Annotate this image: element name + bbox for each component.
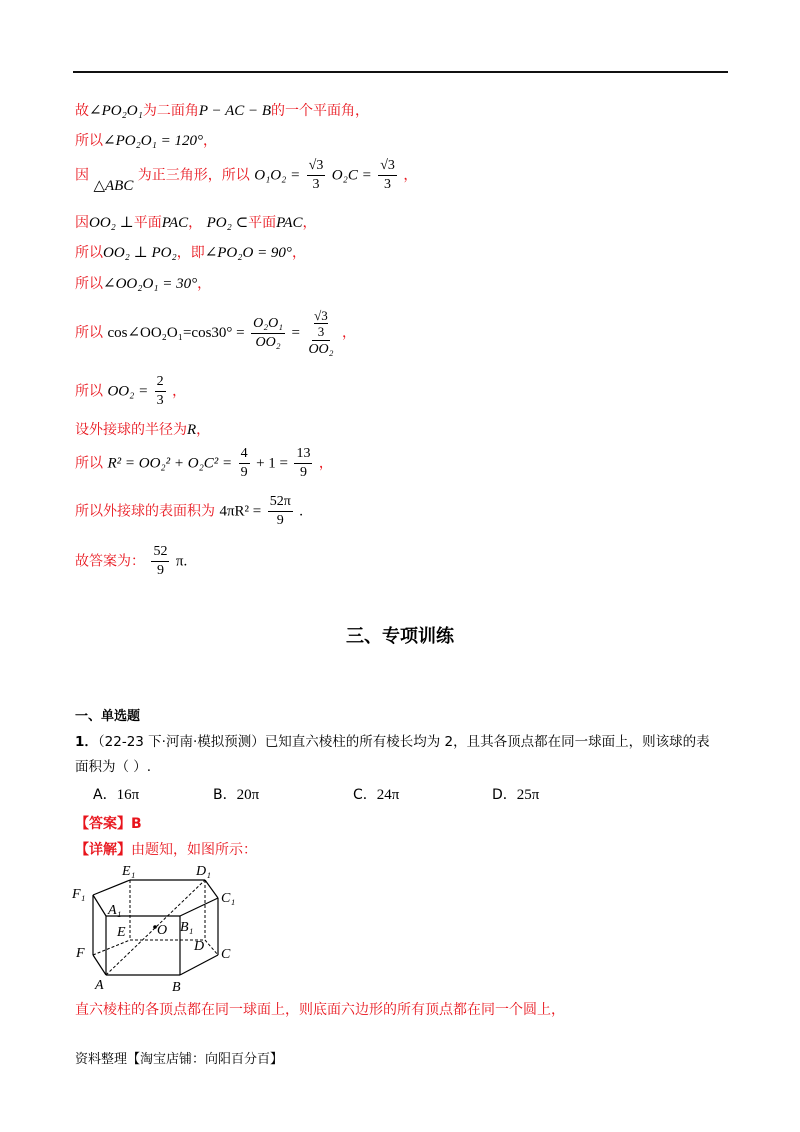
detail-tag: 【详解】	[75, 842, 131, 858]
denominator: 3	[384, 177, 392, 192]
text: 平面	[133, 215, 162, 231]
denominator: 9	[299, 465, 307, 480]
numerator	[312, 308, 330, 341]
fraction	[268, 494, 293, 529]
numerator: 52	[151, 544, 169, 562]
text: ，	[318, 455, 333, 472]
solution-line-7	[75, 308, 356, 358]
text: ，	[197, 276, 212, 292]
text: ，	[291, 245, 306, 261]
answer-line	[75, 815, 142, 833]
fraction	[378, 158, 397, 193]
detail-continuation: 直六棱柱的各顶点都在同一球面上，则底面六边形的所有顶点都在同一个圆上，	[75, 1002, 565, 1018]
label-a: A	[95, 978, 104, 993]
text: ，	[403, 167, 418, 184]
question-number: 1．	[75, 734, 98, 750]
text: ，	[302, 215, 317, 231]
solution-line-4	[75, 214, 317, 232]
text: 设外接球的半径为	[75, 422, 187, 438]
solution-line-6	[75, 275, 211, 293]
solution-line-3	[75, 158, 417, 193]
option-label: B．	[213, 787, 237, 803]
label-c: C	[221, 947, 231, 962]
text: ，	[196, 422, 211, 438]
hexagonal-prism-figure	[70, 860, 250, 995]
text: ，	[202, 133, 217, 149]
text: ，	[341, 325, 356, 341]
text: 所以	[75, 276, 103, 292]
footer-source: 资料整理【淘宝店铺：向阳百分百】	[75, 1052, 284, 1067]
label-e1: E₁	[122, 864, 136, 879]
edge-c1b1	[180, 898, 218, 916]
fraction	[239, 446, 250, 481]
inner-denominator: 3	[317, 324, 325, 339]
text: 故答案为：	[75, 553, 145, 570]
detail-line	[75, 841, 257, 859]
solution-line-2	[75, 132, 217, 150]
label-a1: A₁	[108, 903, 122, 918]
edge-fa	[93, 955, 106, 975]
solution-line-8	[75, 374, 186, 409]
label-o: O	[157, 923, 168, 938]
text: .	[299, 503, 303, 520]
text: π.	[175, 553, 188, 570]
label-b1: B₁	[180, 920, 194, 935]
answer-tag: 【答案】	[75, 816, 131, 832]
text: 因	[75, 215, 89, 231]
math: PO₂ ⊂	[206, 215, 249, 231]
edge-d1c1	[205, 880, 218, 898]
solution-line-9	[75, 421, 210, 439]
hidden-edge-fe	[93, 940, 130, 955]
math: O₁O₂ =	[254, 167, 301, 184]
option-label: C．	[353, 787, 377, 803]
fraction	[307, 158, 326, 193]
numerator: O₂O₁	[251, 316, 285, 334]
numerator: √3	[378, 158, 397, 176]
text: 所以	[75, 133, 103, 149]
label-d: D	[194, 939, 205, 954]
edge-f1e1	[93, 880, 130, 895]
question-line-2: 面积为（ ）.	[75, 759, 152, 775]
text: 所以	[75, 325, 103, 341]
option-value: 16π	[116, 787, 140, 803]
label-b: B	[172, 980, 181, 995]
detail-text: 由题知，如图所示：	[131, 842, 257, 858]
label-f: F	[76, 946, 85, 961]
text: 所以	[75, 383, 103, 400]
math: R² = OO₂² + O₂C² =	[107, 455, 233, 472]
denominator: 9	[276, 513, 284, 528]
edge-bc	[180, 955, 218, 975]
math: P − AC − B	[198, 103, 272, 119]
fraction	[151, 544, 169, 579]
numerator: 2	[155, 374, 166, 392]
numerator: 13	[294, 446, 312, 464]
hidden-edge-dc	[205, 940, 218, 955]
solution-line-10	[75, 446, 333, 481]
text: ，	[172, 383, 187, 400]
label-f1: F₁	[72, 887, 86, 902]
text: 故	[75, 103, 89, 119]
text: 因	[75, 167, 89, 184]
text: ，	[188, 215, 203, 231]
denominator: 3	[312, 177, 320, 192]
math: ∠PO₂O₁	[89, 103, 143, 119]
option-a[interactable]	[93, 786, 139, 804]
math: =	[291, 325, 300, 341]
option-c[interactable]	[353, 786, 399, 804]
math: OO₂ ⊥	[89, 215, 134, 231]
subsection-title: 一、单选题	[75, 709, 141, 724]
header-rule	[73, 71, 728, 73]
edge-a1f1	[93, 895, 106, 916]
compound-fraction	[306, 308, 335, 358]
text: 平面	[248, 215, 277, 231]
text: ，即	[176, 245, 205, 261]
inner-numerator: √3	[314, 308, 328, 323]
math: 4πR² =	[219, 503, 262, 520]
text: 为二面角	[142, 103, 199, 119]
option-label: D．	[492, 787, 517, 803]
option-value: 20π	[236, 787, 260, 803]
denominator: 9	[156, 563, 164, 578]
option-b[interactable]	[213, 786, 259, 804]
denominator: OO₂	[308, 342, 334, 357]
solution-line-5	[75, 244, 306, 262]
question-text: （22-23 下·河南·模拟预测）已知直六棱柱的所有棱长均为 2，且其各顶点都在同一球面上，则该球的表	[97, 734, 710, 750]
math: PAC	[161, 215, 189, 231]
fraction	[155, 374, 166, 409]
option-d[interactable]	[492, 786, 539, 804]
math: △ABC	[93, 177, 134, 194]
text: 为正三角形，所以	[137, 167, 250, 184]
numerator: √3	[307, 158, 326, 176]
label-d1: D₁	[196, 864, 211, 879]
text: 所以外接球的表面积为	[75, 503, 215, 520]
text: 的一个平面角，	[271, 103, 370, 119]
math: ∠PO₂O = 90°	[204, 245, 292, 261]
math: ∠OO₂O₁ = 30°	[103, 276, 198, 292]
math: ∠PO₂O₁ = 120°	[103, 133, 203, 149]
math: O₂C =	[331, 167, 372, 184]
math: OO₂ =	[107, 383, 149, 400]
question-line-1	[75, 733, 710, 751]
text: 所以	[75, 455, 103, 472]
section-title: 三、专项训练	[346, 626, 454, 647]
fraction	[294, 446, 312, 481]
label-c1: C₁	[221, 891, 236, 906]
solution-line-1	[75, 102, 369, 120]
option-label: A．	[93, 787, 117, 803]
option-value: 25π	[516, 787, 540, 803]
math: PAC	[276, 215, 303, 231]
denominator: 3	[156, 393, 164, 408]
numerator: 4	[239, 446, 250, 464]
solution-line-11	[75, 494, 303, 529]
label-e: E	[117, 925, 126, 940]
option-value: 24π	[376, 787, 400, 803]
answer-value: B	[131, 816, 142, 832]
fraction	[251, 316, 285, 351]
denominator: 9	[240, 465, 248, 480]
denominator: OO₂	[255, 334, 281, 350]
text: 所以	[75, 245, 103, 261]
math: R	[187, 422, 197, 438]
numerator: 52π	[268, 494, 293, 512]
math: + 1 =	[256, 455, 288, 472]
solution-line-12	[75, 544, 187, 579]
math: cos∠OO₂O₁=cos30° =	[107, 325, 245, 341]
math: OO₂ ⊥ PO₂	[103, 245, 177, 261]
